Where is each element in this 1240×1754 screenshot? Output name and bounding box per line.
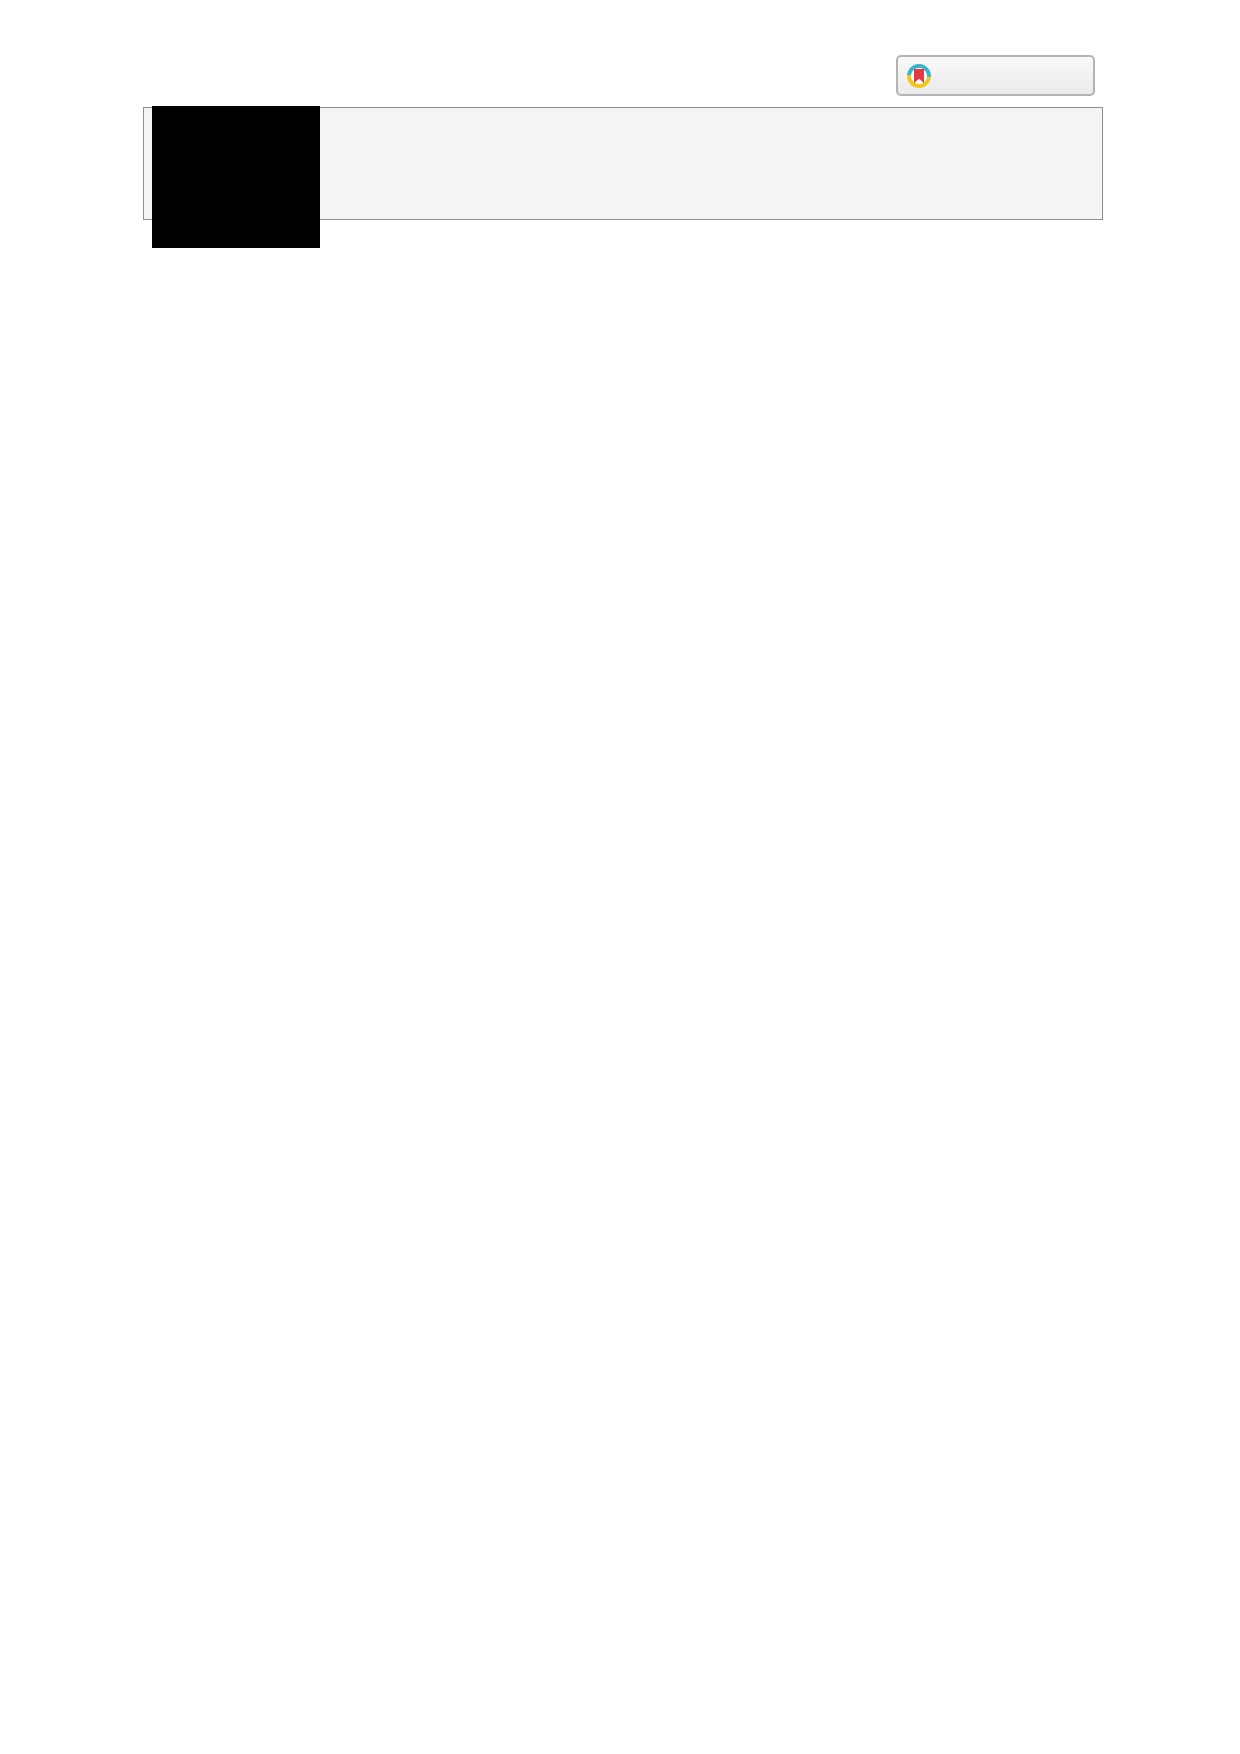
check-for-updates-badge[interactable] [896, 55, 1095, 96]
crossmark-icon [902, 59, 936, 93]
journal-logo-redacted [152, 106, 320, 248]
bookmark-icon [914, 69, 924, 83]
